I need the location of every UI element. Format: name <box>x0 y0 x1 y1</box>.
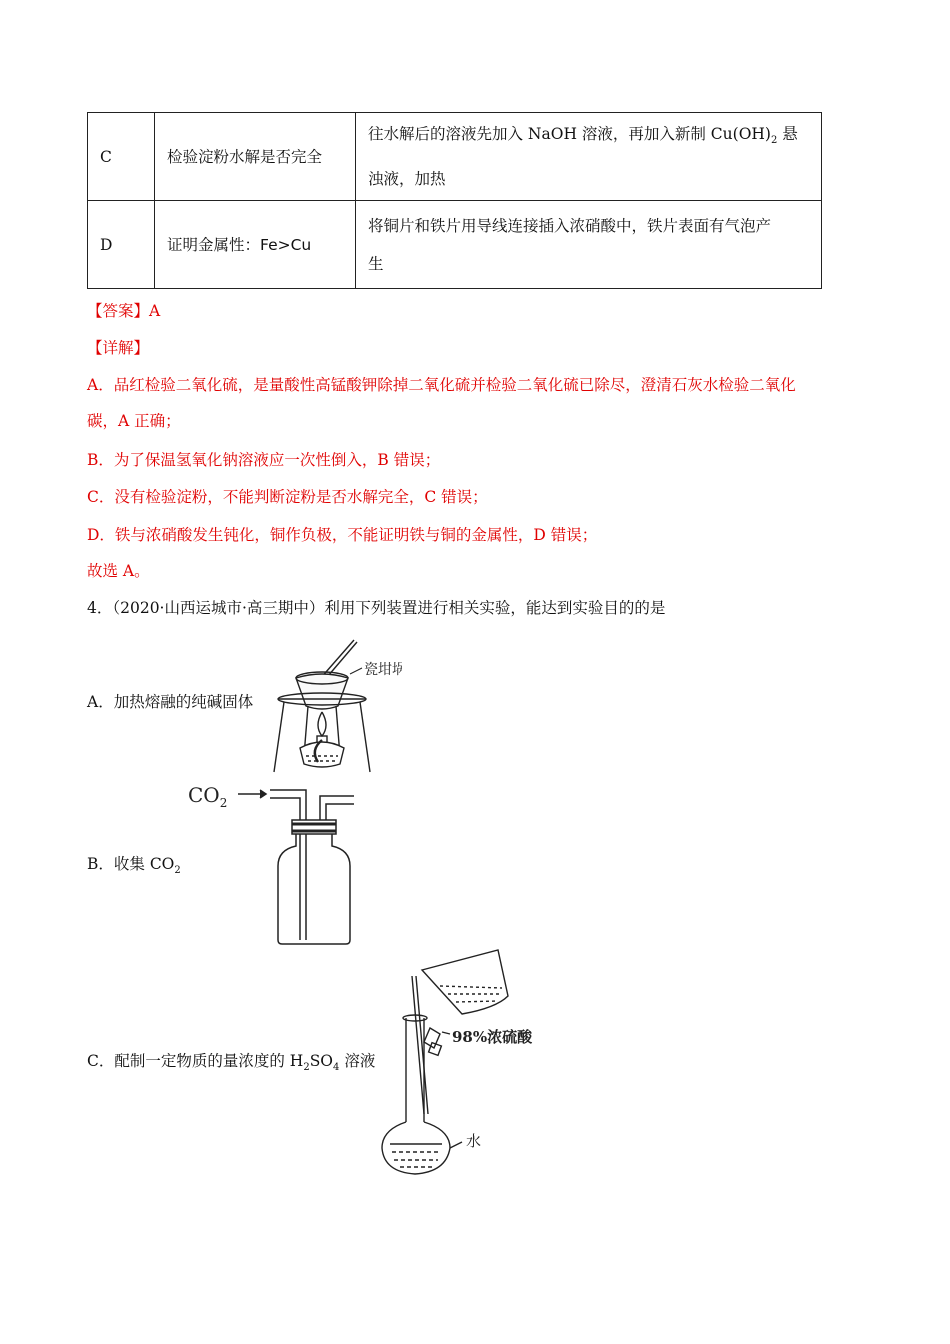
detail-line: B．为了保温氢氧化钠溶液应一次性倒入，B 错误； <box>87 451 441 469</box>
operation-text: 将铜片和铁片用导线连接插入浓硝酸中，铁片表面有气泡产 <box>368 216 772 235</box>
options-table <box>87 112 822 289</box>
subscript: 2 <box>303 1062 310 1074</box>
acid-label: 98%浓硫酸 <box>452 1028 533 1046</box>
gas-collection-bottle-diagram <box>186 780 366 950</box>
option-b <box>87 853 181 882</box>
table-row <box>88 113 822 201</box>
detail-label: 【详解】 <box>87 339 150 357</box>
detail-line: A．品红检验二氧化硫，是量酸性高锰酸钾除掉二氧化硫并检验二氧化硫已除尽，澄清石灰水检验二氧化 <box>87 376 796 394</box>
conclusion-line: 故选 A。 <box>87 562 150 580</box>
subscript: 2 <box>770 135 778 147</box>
water-label: 水 <box>466 1132 482 1150</box>
table-row <box>88 201 822 289</box>
question-stem: 4．（2020·山西运城市·高三期中）利用下列装置进行相关实验，能达到实验目的的是 <box>87 599 666 617</box>
option-letter: C <box>88 113 155 201</box>
option-c <box>87 1050 375 1079</box>
operation-text: 浊液，加热 <box>368 170 446 189</box>
experiment-operation <box>356 201 822 289</box>
detail-line: C．没有检验淀粉，不能判断淀粉是否水解完全，C 错误； <box>87 488 488 506</box>
operation-text: 生 <box>368 254 384 273</box>
option-c-text: C．配制一定物质的量浓度的 H <box>87 1052 304 1070</box>
answer-line <box>87 300 160 322</box>
answer-label: 【答案】 <box>87 302 150 320</box>
detail-line: D．铁与浓硝酸发生钝化，铜作负极，不能证明铁与铜的金属性，D 错误； <box>87 526 598 544</box>
volumetric-flask-diagram <box>378 944 578 1178</box>
option-c-text: 溶液 <box>339 1052 376 1070</box>
crucible-heating-diagram <box>262 636 402 776</box>
operation-text: 往水解后的溶液先加入 NaOH 溶液，再加入新制 Cu(OH) <box>368 124 771 143</box>
option-c-text: SO <box>309 1052 334 1070</box>
co2-label: $CO_2$ <box>188 783 228 810</box>
crucible-label: 瓷坩埚 <box>364 662 402 678</box>
option-a: A．加热熔融的纯碱固体 <box>87 693 254 711</box>
experiment-purpose: 证明金属性：Fe>Cu <box>155 201 356 289</box>
option-letter: D <box>88 201 155 289</box>
answer-value: A <box>149 302 161 320</box>
experiment-purpose: 检验淀粉水解是否完全 <box>155 113 356 201</box>
subscript: 2 <box>174 865 181 877</box>
operation-text: 悬 <box>777 124 798 143</box>
experiment-operation <box>356 113 822 201</box>
subscript: 4 <box>333 1062 340 1074</box>
detail-line: 碳，A 正确； <box>87 412 181 430</box>
option-b-text: B．收集 CO <box>87 855 175 873</box>
